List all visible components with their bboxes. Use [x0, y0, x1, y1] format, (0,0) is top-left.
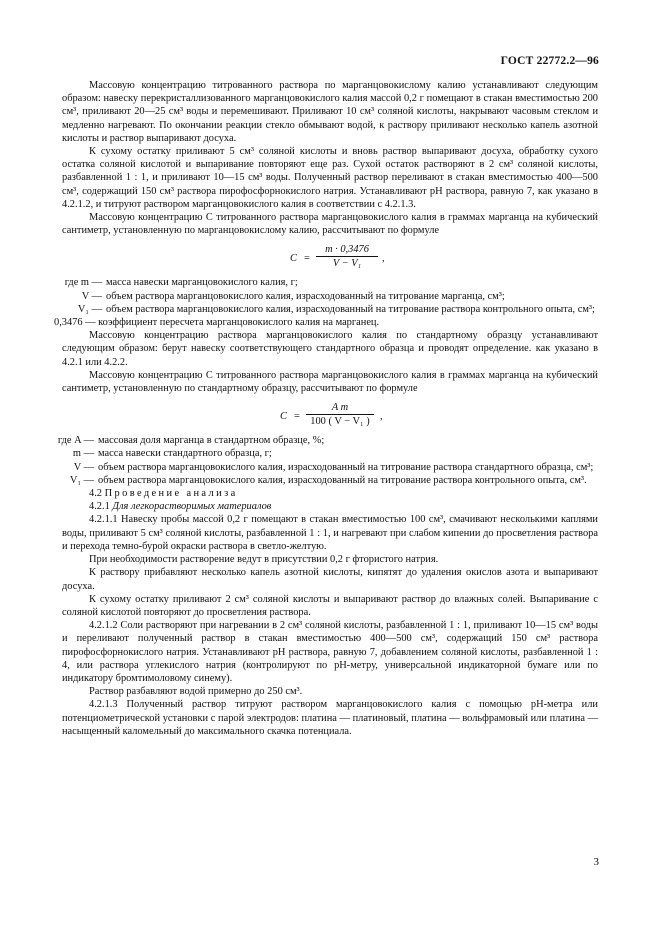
subsection-number: 4.2.1: [89, 501, 110, 513]
formula-2: [62, 401, 598, 431]
section-number: 4.2: [89, 488, 102, 500]
where-2-item: [54, 447, 598, 460]
section-title: Проведение анализа: [104, 488, 238, 500]
formula-1-numerator: m · 0,3476: [325, 244, 369, 256]
where-2-term: V₁ —: [69, 474, 94, 486]
where-2-item: [54, 474, 598, 487]
where-list-2: [54, 434, 598, 487]
where-1-term: где m —: [64, 277, 102, 289]
standard-header: ГОСТ 22772.2—96: [500, 55, 599, 67]
where-2-item: [54, 434, 598, 447]
paragraph-dry-residue: К сухому остатку приливают 5 см³ соляной кислоты и вновь раствор выпаривают досуха, обработку сухого остатка соляной кислотой и выпаривание повторяют еще раз. Сухой остаток растворяют в 2 см³ соляной кислоты, разбавленной 1 : 1, и приливают 10—15 см³ воды. Полученный раствор переливают в стакан вместимостью 400—500 см³, содержащий 150 см³ раствора пирофосфорнокислого натрия. Устанавливают pH раствора, равную 7, как указано в 4.2.1.2, и титруют раствором марганцовокислого калия в соответствии с 4.2.1.3.: [62, 146, 598, 210]
paragraph-standard-sample: Массовую концентрацию раствора марганцовокислого калия по стандартному образцу устанавливают следующим образом: берут навеску соответствующего стандартного образца и проводят определение. как указано в 4.2.1 или 4.2.2.: [62, 330, 598, 368]
coefficient-line: 0,3476 — коэффициент пересчета марганцовокислого калия на марганец.: [54, 317, 380, 329]
formula-1-eq: =: [304, 253, 310, 265]
formula-2-lhs: C: [280, 411, 287, 423]
paragraph-4-2-1-2: 4.2.1.2 Соли растворяют при нагревании в 2 см³ соляной кислоты, разбавленной 1 : 1, приливают 10—15 см³ воды и переливают полученный раствор в стакан вместимостью 400—500 см³, содержащий 150 см³ раствора пирофосфорнокислого натрия. Устанавливают pH раствора, равную 7, добавлением соляной кислоты, разбавленной 1 : 4, или раствора углекислого натрия (контролируют по pH-метру, универсальной индикаторной бумаге или по индикатору бромтимоловому синему).: [62, 620, 598, 684]
paragraph-dilution: Раствор разбавляют водой примерно до 250 см³.: [89, 686, 303, 698]
subsection-title: Для легкорастворимых материалов: [112, 501, 272, 513]
paragraph-nitric-acid: К раствору прибавляют несколько капель азотной кислоты, кипятят до удаления окислов азота и выпаривают досуха.: [62, 567, 598, 592]
paragraph-4-2-1-1: 4.2.1.1 Навеску пробы массой 0,2 г помещают в стакан вместимостью 100 см³, смачивают несколькими каплями воды, приливают 5 см³ соляной кислоты, разбавленной 1 : 1, и нагревают при слабом кипении до просветления раствора и перехода темно-бурой окраски раствора в светло-желтую.: [62, 514, 598, 552]
formula-2-eq: =: [294, 411, 300, 423]
where-2-item: [54, 461, 598, 474]
page-number: 3: [593, 856, 599, 868]
paragraph-4-2-1-3: 4.2.1.3 Полученный раствор титруют раствором марганцовокислого калия с помощью pH-метра или потенциометрической установки с парой электродов: платина — платиновый, платина — вольфрамовый или платина — насыщенный каломельный до максимального скачка потенциала.: [62, 699, 598, 737]
formula-1-tail: ,: [382, 253, 385, 265]
where-2-term: m —: [72, 448, 94, 460]
subsection-heading: [62, 500, 598, 513]
where-2-text: массовая доля марганца в стандартном образце, %;: [98, 435, 325, 447]
where-2-text: объем раствора марганцовокислого калия, израсходованный на титрование раствора стандартного образца, см³;: [98, 461, 594, 473]
formula-2-numerator: A m: [331, 402, 349, 414]
formula-1-lhs: C: [290, 253, 297, 265]
paragraph-sodium-fluoride: При необходимости растворение ведут в присутствии 0,2 г фтористого натрия.: [89, 554, 439, 566]
formula-2-denominator: 100 ( V − V₁ ): [310, 416, 370, 428]
where-1-text: объем раствора марганцовокислого калия, израсходованный на титрование раствора контрольного опыта, см³;: [106, 303, 595, 315]
paragraph-kmno4-standardization: Массовую концентрацию титрованного раствора по марганцовокислому калию устанавливают следующим образом: навеску перекристаллизованного марганцовокислого калия массой 0,2 г помещают в стакан вместимостью 200 см³, приливают 20—25 см³ воды и перемешивают. Приливают 10 см³ соляной кислоты, накрывают часовым стеклом и медленно нагревают. По окончании реакции стекло обмывают водой, к раствору приливают несколько капель азотной кислоты и раствор выпаривают досуха.: [62, 80, 598, 144]
where-1-text: объем раствора марганцовокислого калия, израсходованный на титрование марганца, см³;: [106, 290, 505, 302]
where-2-term: где A —: [57, 435, 94, 447]
where-2-text: объем раствора марганцовокислого калия, израсходованный на титрование раствора контрольного опыта, см³.: [98, 474, 587, 486]
where-1-text: масса навески марганцовокислого калия, г;: [106, 277, 298, 289]
formula-1-denominator: V − V₁: [332, 258, 362, 270]
where-1-item: [54, 290, 598, 303]
formula-1: [62, 243, 598, 273]
where-list-1: [54, 276, 598, 316]
where-2-text: масса навески стандартного образца, г;: [98, 448, 272, 460]
formula-2-tail: ,: [380, 411, 383, 423]
document-body: [54, 79, 598, 738]
where-2-term: V —: [73, 461, 94, 473]
where-1-term: V —: [81, 290, 102, 302]
paragraph-wet-salts: К сухому остатку приливают 2 см³ соляной кислоты и выпаривают раствор до влажных солей. Выпаривание с соляной кислотой повторяют до просветления раствора.: [62, 593, 598, 618]
where-1-item: [54, 276, 598, 289]
where-1-term: V₁ —: [77, 303, 102, 315]
where-1-item: [54, 303, 598, 316]
paragraph-formula1-intro: Массовую концентрацию C титрованного раствора марганцовокислого калия в граммах марганца на кубический сантиметр, установленную по марганцовокислому калию, рассчитывают по формуле: [62, 212, 598, 237]
section-heading: [62, 487, 598, 500]
paragraph-formula2-intro: Массовую концентрацию C титрованного раствора марганцовокислого калия в граммах марганца на кубический сантиметр, установленную по стандартному образцу, рассчитывают по формуле: [62, 369, 598, 395]
